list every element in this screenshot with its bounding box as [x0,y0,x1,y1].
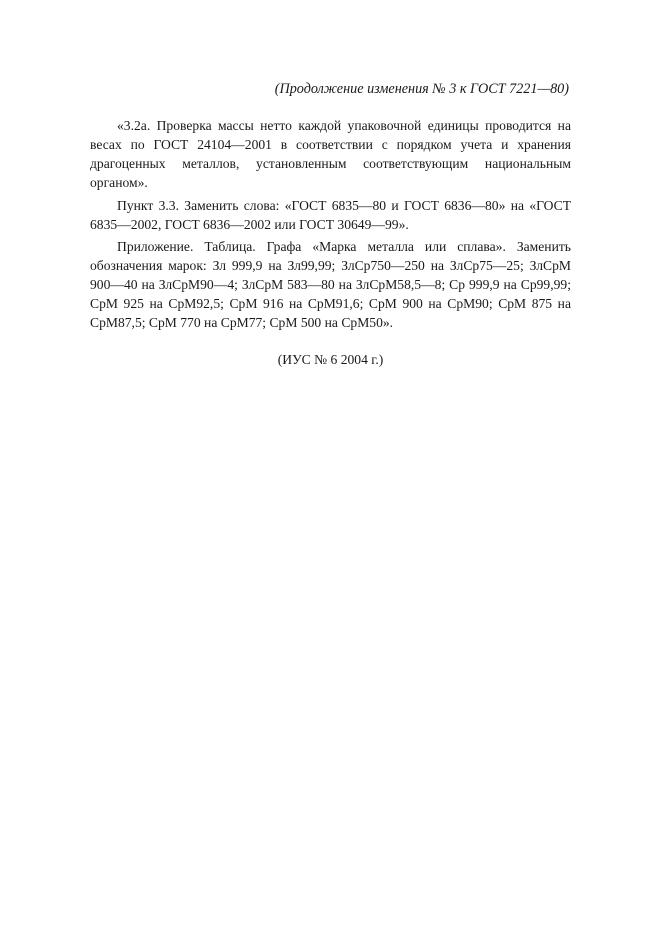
ius-reference: (ИУС № 6 2004 г.) [277,352,384,367]
paragraph-clause-3-3: Пункт 3.3. Заменить слова: «ГОСТ 6835—80 и ГОСТ 6836—80» на «ГОСТ 6835—2002, ГОСТ 6836—2002 или ГОСТ 30649—99». [90,197,571,232]
amendment-body [90,117,571,337]
paragraph-clause-3-2a: «3.2а. Проверка массы нетто каждой упаковочной единицы проводится на весах по ГОСТ 24104—2001 в соответствии с порядком учета и хранения драгоценных металлов, установленным соответствующим национальным органом». [90,118,571,190]
paragraph-appendix-table: Приложение. Таблица. Графа «Марка металла или сплава». Заменить обозначения марок: Зл 999,9 на Зл99,99; ЗлСр750—250 на ЗлСр75—25; ЗлСрМ 900—40 на ЗлСрМ90—4; ЗлСрМ 583—80 на ЗлСрМ58,5—8; Ср 999,9 на Ср99,99; СрМ 925 на СрМ92,5; СрМ 916 на СрМ91,6; СрМ 900 на СрМ90; СрМ 875 на СрМ87,5; СрМ 770 на СрМ77; СрМ 500 на СрМ50». [90,239,571,331]
continuation-header: (Продолжение изменения № 3 к ГОСТ 7221—80) [274,81,569,97]
